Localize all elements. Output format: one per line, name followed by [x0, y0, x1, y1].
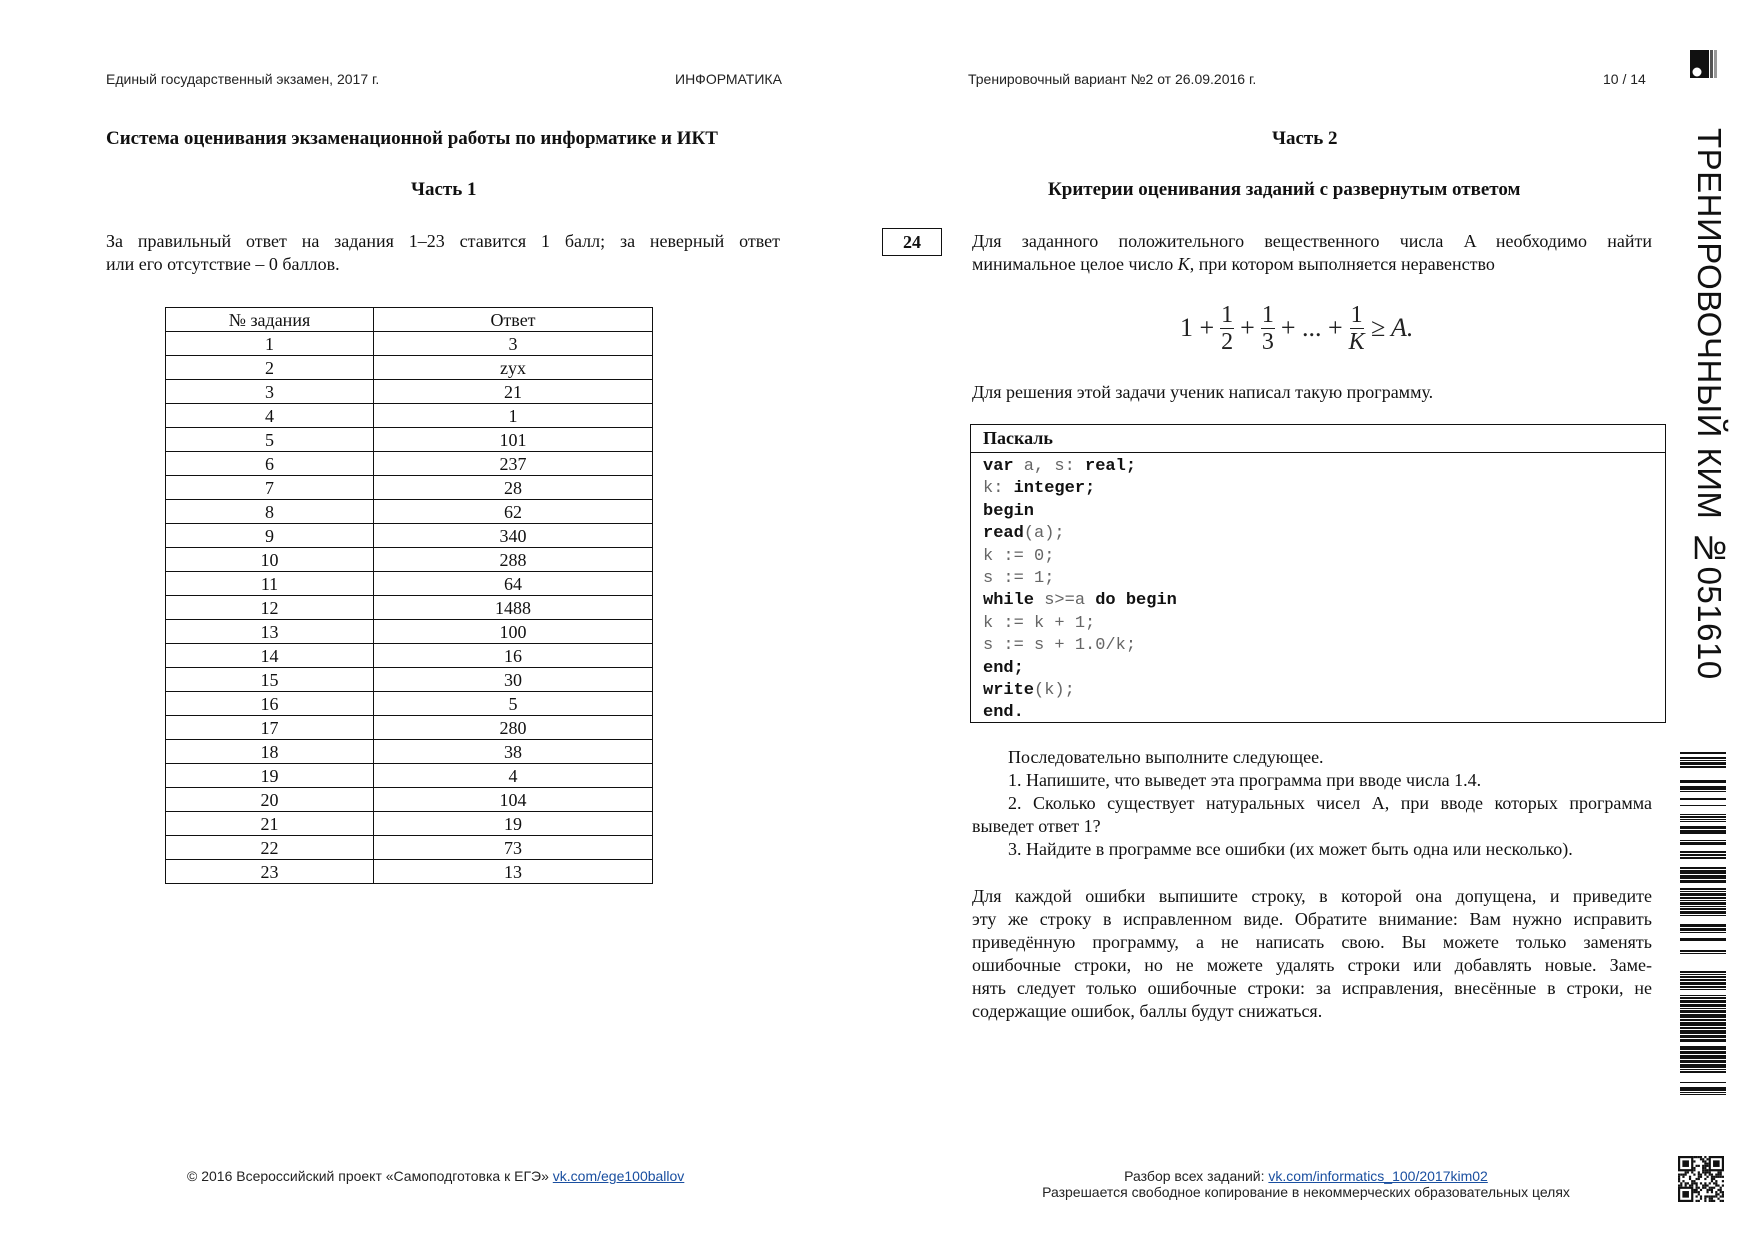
code-token: k := k + 1;: [983, 613, 1096, 633]
footer-copyright: © 2016 Всероссийский проект «Самоподготовка к ЕГЭ»: [187, 1168, 553, 1184]
answer-cell: 101: [374, 428, 653, 452]
task-number-cell: 10: [166, 548, 374, 572]
code-keyword: end;: [983, 658, 1024, 678]
plus-sign: +: [1240, 313, 1255, 342]
inequality-formula: [1180, 297, 1413, 359]
footer-vk-link[interactable]: vk.com/ege100ballov: [552, 1168, 685, 1184]
table-row: [166, 404, 653, 428]
answer-cell: 21: [374, 380, 653, 404]
answer-cell: 1: [374, 404, 653, 428]
denominator: K: [1348, 328, 1365, 355]
header-subject: ИНФОРМАТИКА: [675, 71, 782, 87]
answer-cell: 19: [374, 812, 653, 836]
code-keyword: begin: [983, 501, 1035, 521]
fraction-1-k: [1349, 302, 1365, 355]
instruction-line: содержащие ошибок, баллы будут снижаться.: [972, 1001, 1323, 1021]
table-row: [166, 428, 653, 452]
table-row: [166, 692, 653, 716]
code-line: [983, 702, 1665, 724]
task-number-badge: 24: [882, 228, 942, 256]
column-header-task-number: № задания: [166, 308, 374, 332]
code-line: [983, 635, 1665, 657]
task-steps: [972, 746, 1652, 861]
task-number-cell: 17: [166, 716, 374, 740]
task-number-cell: 4: [166, 404, 374, 428]
table-row: [166, 332, 653, 356]
code-keyword: write: [983, 681, 1035, 701]
fraction-1-3: [1261, 302, 1275, 355]
task-number-cell: 13: [166, 620, 374, 644]
code-line: [983, 568, 1665, 590]
code-token: s>=a: [1034, 591, 1096, 611]
instruction-line: эту же строку в исправленном виде. Обратите внимание: Вам нужно исправить: [972, 909, 1652, 929]
program-intro: Для решения этой задачи ученик написал такую программу.: [972, 382, 1434, 402]
pascal-code-block: [970, 424, 1666, 723]
answer-cell: 280: [374, 716, 653, 740]
table-row: [166, 764, 653, 788]
table-header-row: [166, 308, 653, 332]
table-row: [166, 644, 653, 668]
vertical-kim-label: ТРЕНИРОВОЧНЫЙ КИМ №051610: [1691, 128, 1728, 680]
formula-ellipsis: + ... +: [1280, 313, 1343, 342]
answer-cell: 104: [374, 788, 653, 812]
code-line: [983, 501, 1665, 523]
instruction-line: приведённую программу, а не написать свою. Вы можете только заменять: [972, 932, 1652, 952]
table-row: [166, 860, 653, 884]
footer-left: [187, 1168, 684, 1184]
code-token: (a);: [1023, 524, 1065, 544]
table-row: [166, 740, 653, 764]
task-statement: [972, 230, 1652, 276]
answer-cell: 5: [374, 692, 653, 716]
answer-cell: 73: [374, 836, 653, 860]
answer-cell: zyx: [374, 356, 653, 380]
footer-analysis-link[interactable]: vk.com/informatics_100/2017kim02: [1268, 1168, 1488, 1184]
table-row: [166, 380, 653, 404]
instruction-line: ошибочные строки, но не можете удалять строки или добавлять новые. Заме-: [972, 955, 1652, 975]
answer-cell: 100: [374, 620, 653, 644]
part-2-heading: Часть 2: [1272, 128, 1338, 149]
answers-table-body: [166, 332, 653, 884]
code-keyword: do begin: [1095, 591, 1177, 611]
task-number-cell: 14: [166, 644, 374, 668]
task-number-cell: 3: [166, 380, 374, 404]
task-number-cell: 20: [166, 788, 374, 812]
table-row: [166, 524, 653, 548]
qr-code-icon: [1678, 1156, 1724, 1202]
task-statement-line-1: Для заданного положительного вещественного числа A необходимо найти: [972, 231, 1652, 251]
table-row: [166, 356, 653, 380]
header-variant: Тренировочный вариант №2 от 26.09.2016 г.: [968, 71, 1257, 87]
code-token: k:: [983, 479, 1014, 499]
scoring-intro-line-2: или его отсутствие – 0 баллов.: [106, 254, 340, 274]
task-number-cell: 15: [166, 668, 374, 692]
task-number-cell: 9: [166, 524, 374, 548]
fraction-1-2: [1220, 302, 1234, 355]
answer-cell: 237: [374, 452, 653, 476]
step-2-line-1: 2. Сколько существует натуральных чисел A, при вводе которых программа: [1008, 793, 1652, 813]
formula-lead: 1 +: [1180, 313, 1215, 342]
table-row: [166, 620, 653, 644]
answer-cell: 30: [374, 668, 653, 692]
table-row: [166, 788, 653, 812]
error-correction-instructions: [972, 885, 1652, 1023]
code-line: [983, 613, 1665, 635]
scoring-intro-line-1: За правильный ответ на задания 1–23 ставится 1 балл; за неверный ответ: [106, 231, 780, 251]
code-lines: [971, 453, 1665, 725]
instruction-line: Для каждой ошибки выпишите строку, в которой она допущена, и приведите: [972, 886, 1652, 906]
task-number-cell: 22: [166, 836, 374, 860]
left-page-title: Система оценивания экзаменационной работы по информатике и ИКТ: [106, 128, 718, 149]
footer-right: [1030, 1168, 1582, 1200]
code-line: [983, 456, 1665, 478]
code-line: [983, 478, 1665, 500]
table-row: [166, 452, 653, 476]
table-row: [166, 476, 653, 500]
variable-k: K: [1177, 254, 1190, 274]
denominator: 2: [1221, 328, 1234, 355]
code-token: s := 1;: [983, 569, 1055, 589]
code-token: k := 0;: [983, 546, 1055, 566]
task-statement-text: минимальное целое число: [972, 254, 1178, 274]
numerator: 1: [1350, 301, 1363, 328]
task-number-cell: 5: [166, 428, 374, 452]
code-keyword: end.: [983, 703, 1024, 723]
table-row: [166, 500, 653, 524]
answers-table: [165, 307, 653, 884]
code-line: [983, 546, 1665, 568]
code-line: [983, 523, 1665, 545]
answer-cell: 288: [374, 548, 653, 572]
task-number-cell: 23: [166, 860, 374, 884]
barcode-icon: [1680, 750, 1726, 1100]
code-keyword: while: [983, 591, 1035, 611]
logo-icon: [1690, 50, 1718, 78]
answer-cell: 16: [374, 644, 653, 668]
task-number-cell: 19: [166, 764, 374, 788]
task-statement-text: , при котором выполняется неравенство: [1189, 254, 1495, 274]
task-number-cell: 6: [166, 452, 374, 476]
code-line: [983, 658, 1665, 680]
task-number-cell: 16: [166, 692, 374, 716]
criteria-heading: Критерии оценивания заданий с развернутым ответом: [1048, 179, 1521, 200]
answer-cell: 28: [374, 476, 653, 500]
answer-cell: 1488: [374, 596, 653, 620]
part-1-heading: Часть 1: [411, 179, 477, 200]
denominator: 3: [1261, 328, 1274, 355]
instruction-line: нять следует только ошибочные строки: за исправления, внесённые в строки, не: [972, 978, 1652, 998]
footer-analysis-line: [1030, 1168, 1582, 1184]
task-number-cell: 18: [166, 740, 374, 764]
task-statement-line-2: [972, 253, 1652, 276]
code-keyword: read: [983, 524, 1024, 544]
step-3: 3. Найдите в программе все ошибки (их может быть одна или несколько).: [1008, 839, 1573, 859]
numerator: 1: [1261, 301, 1274, 328]
numerator: 1: [1221, 301, 1234, 328]
task-number-cell: 21: [166, 812, 374, 836]
table-row: [166, 548, 653, 572]
task-number-cell: 12: [166, 596, 374, 620]
table-row: [166, 812, 653, 836]
table-row: [166, 836, 653, 860]
answer-cell: 38: [374, 740, 653, 764]
task-number-cell: 7: [166, 476, 374, 500]
code-keyword: real;: [1085, 457, 1137, 476]
task-number-cell: 2: [166, 356, 374, 380]
code-language-label: Паскаль: [971, 425, 1665, 453]
answer-cell: 64: [374, 572, 653, 596]
header-exam-title: Единый государственный экзамен, 2017 г.: [106, 71, 380, 87]
footer-copy-permission: Разрешается свободное копирование в некоммерческих образовательных целях: [1042, 1184, 1570, 1200]
answer-cell: 340: [374, 524, 653, 548]
steps-intro: Последовательно выполните следующее.: [1008, 747, 1324, 767]
table-row: [166, 596, 653, 620]
page-number: 10 / 14: [1603, 71, 1646, 87]
answer-cell: 4: [374, 764, 653, 788]
step-2-line-2: выведет ответ 1?: [972, 816, 1101, 836]
table-row: [166, 716, 653, 740]
code-line: [983, 590, 1665, 612]
code-keyword: var: [983, 457, 1014, 476]
code-token: a, s:: [1013, 457, 1086, 476]
task-number-cell: 8: [166, 500, 374, 524]
answer-cell: 62: [374, 500, 653, 524]
table-row: [166, 668, 653, 692]
formula-tail: ≥ A.: [1370, 313, 1414, 342]
answer-cell: 13: [374, 860, 653, 884]
scoring-intro: [106, 230, 780, 276]
code-token: (k);: [1034, 681, 1075, 701]
code-keyword: integer;: [1013, 479, 1096, 499]
column-header-answer: Ответ: [374, 308, 653, 332]
step-1: 1. Напишите, что выведет эта программа при вводе числа 1.4.: [1008, 770, 1482, 790]
task-number-cell: 11: [166, 572, 374, 596]
answer-cell: 3: [374, 332, 653, 356]
code-token: s := s + 1.0/k;: [983, 636, 1137, 656]
table-row: [166, 572, 653, 596]
task-number-cell: 1: [166, 332, 374, 356]
code-line: [983, 680, 1665, 702]
footer-analysis-label: Разбор всех заданий:: [1124, 1168, 1269, 1184]
